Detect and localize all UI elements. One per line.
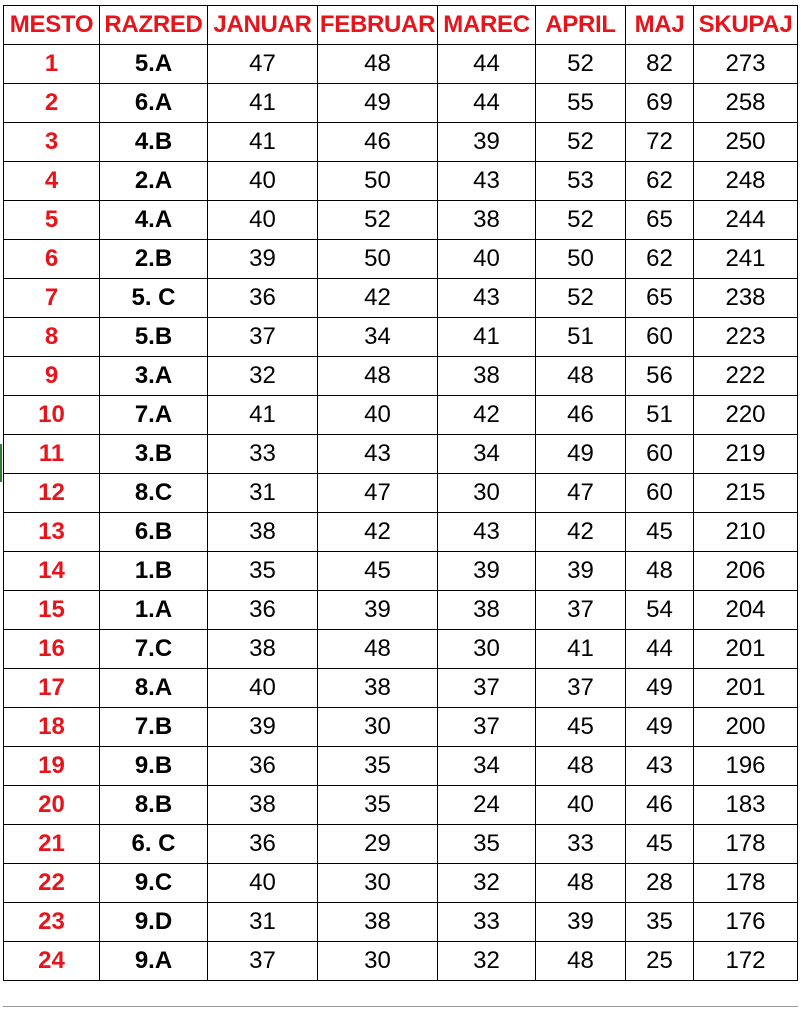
total-cell[interactable]: 201 (694, 669, 798, 708)
april-cell[interactable]: 40 (536, 786, 626, 825)
header-maj[interactable]: MAJ (626, 6, 694, 45)
february-cell[interactable]: 29 (318, 825, 438, 864)
may-cell[interactable]: 45 (626, 513, 694, 552)
table-row (4, 435, 798, 474)
january-cell[interactable]: 39 (208, 240, 318, 279)
february-cell[interactable]: 48 (318, 45, 438, 84)
class-cell[interactable]: 9.D (100, 903, 208, 942)
total-cell[interactable]: 248 (694, 162, 798, 201)
table-row (4, 708, 798, 747)
march-cell[interactable]: 37 (438, 708, 536, 747)
march-cell[interactable]: 30 (438, 630, 536, 669)
class-cell[interactable]: 8.A (100, 669, 208, 708)
april-cell[interactable]: 50 (536, 240, 626, 279)
table-row (4, 591, 798, 630)
class-cell[interactable]: 5.B (100, 318, 208, 357)
may-cell[interactable]: 48 (626, 552, 694, 591)
january-cell[interactable]: 37 (208, 942, 318, 981)
total-cell[interactable]: 176 (694, 903, 798, 942)
march-cell[interactable]: 33 (438, 903, 536, 942)
header-skupaj[interactable]: SKUPAJ (694, 6, 798, 45)
class-cell[interactable]: 3.B (100, 435, 208, 474)
january-cell[interactable]: 41 (208, 123, 318, 162)
class-cell[interactable]: 8.C (100, 474, 208, 513)
february-cell[interactable]: 50 (318, 240, 438, 279)
april-cell[interactable]: 49 (536, 435, 626, 474)
class-cell[interactable]: 7.C (100, 630, 208, 669)
total-cell[interactable]: 219 (694, 435, 798, 474)
march-cell[interactable]: 34 (438, 747, 536, 786)
class-cell[interactable]: 6.B (100, 513, 208, 552)
may-cell[interactable]: 35 (626, 903, 694, 942)
february-cell[interactable]: 48 (318, 357, 438, 396)
may-cell[interactable]: 62 (626, 162, 694, 201)
march-cell[interactable]: 42 (438, 396, 536, 435)
header-mesto[interactable]: MESTO (4, 6, 100, 45)
january-cell[interactable]: 40 (208, 162, 318, 201)
january-cell[interactable]: 31 (208, 903, 318, 942)
class-cell[interactable]: 1.A (100, 591, 208, 630)
total-cell[interactable]: 258 (694, 84, 798, 123)
may-cell[interactable]: 49 (626, 708, 694, 747)
april-cell[interactable]: 37 (536, 591, 626, 630)
may-cell[interactable]: 65 (626, 279, 694, 318)
january-cell[interactable]: 38 (208, 630, 318, 669)
ranking-table (3, 5, 798, 981)
total-cell[interactable]: 223 (694, 318, 798, 357)
total-cell[interactable]: 238 (694, 279, 798, 318)
rank-cell[interactable]: 8 (4, 318, 100, 357)
march-cell[interactable]: 38 (438, 201, 536, 240)
rank-cell[interactable]: 5 (4, 201, 100, 240)
april-cell[interactable]: 53 (536, 162, 626, 201)
table-row (4, 162, 798, 201)
january-cell[interactable]: 36 (208, 747, 318, 786)
rank-cell[interactable]: 13 (4, 513, 100, 552)
may-cell[interactable]: 49 (626, 669, 694, 708)
january-cell[interactable]: 36 (208, 825, 318, 864)
table-row (4, 864, 798, 903)
march-cell[interactable]: 34 (438, 435, 536, 474)
april-cell[interactable]: 41 (536, 630, 626, 669)
row-selection-marker (0, 444, 2, 482)
header-marec[interactable]: MAREC (438, 6, 536, 45)
class-cell[interactable]: 5.A (100, 45, 208, 84)
rank-cell[interactable]: 15 (4, 591, 100, 630)
april-cell[interactable]: 33 (536, 825, 626, 864)
table-row (4, 825, 798, 864)
january-cell[interactable]: 35 (208, 552, 318, 591)
class-cell[interactable]: 1.B (100, 552, 208, 591)
total-cell[interactable]: 220 (694, 396, 798, 435)
rank-cell[interactable]: 7 (4, 279, 100, 318)
class-cell[interactable]: 6. C (100, 825, 208, 864)
february-cell[interactable]: 34 (318, 318, 438, 357)
may-cell[interactable]: 54 (626, 591, 694, 630)
february-cell[interactable]: 48 (318, 630, 438, 669)
rank-cell[interactable]: 1 (4, 45, 100, 84)
rank-cell[interactable]: 14 (4, 552, 100, 591)
january-cell[interactable]: 31 (208, 474, 318, 513)
table-row (4, 240, 798, 279)
february-cell[interactable]: 45 (318, 552, 438, 591)
march-cell[interactable]: 30 (438, 474, 536, 513)
class-cell[interactable]: 4.B (100, 123, 208, 162)
april-cell[interactable]: 52 (536, 201, 626, 240)
february-cell[interactable]: 35 (318, 747, 438, 786)
total-cell[interactable]: 183 (694, 786, 798, 825)
total-cell[interactable]: 250 (694, 123, 798, 162)
february-cell[interactable]: 30 (318, 708, 438, 747)
table-row (4, 552, 798, 591)
rank-cell[interactable]: 22 (4, 864, 100, 903)
may-cell[interactable]: 60 (626, 318, 694, 357)
table-row (4, 669, 798, 708)
may-cell[interactable]: 46 (626, 786, 694, 825)
class-cell[interactable]: 9.B (100, 747, 208, 786)
class-cell[interactable]: 3.A (100, 357, 208, 396)
april-cell[interactable]: 46 (536, 396, 626, 435)
table-row (4, 513, 798, 552)
january-cell[interactable]: 32 (208, 357, 318, 396)
march-cell[interactable]: 43 (438, 513, 536, 552)
rank-cell[interactable]: 3 (4, 123, 100, 162)
total-cell[interactable]: 178 (694, 864, 798, 903)
february-cell[interactable]: 40 (318, 396, 438, 435)
class-cell[interactable]: 2.A (100, 162, 208, 201)
table-row (4, 123, 798, 162)
rank-cell[interactable]: 12 (4, 474, 100, 513)
january-cell[interactable]: 37 (208, 318, 318, 357)
april-cell[interactable]: 39 (536, 903, 626, 942)
february-cell[interactable]: 35 (318, 786, 438, 825)
january-cell[interactable]: 40 (208, 201, 318, 240)
march-cell[interactable]: 38 (438, 357, 536, 396)
april-cell[interactable]: 48 (536, 357, 626, 396)
class-cell[interactable]: 5. C (100, 279, 208, 318)
total-cell[interactable]: 206 (694, 552, 798, 591)
rank-cell[interactable]: 6 (4, 240, 100, 279)
total-cell[interactable]: 201 (694, 630, 798, 669)
total-cell[interactable]: 178 (694, 825, 798, 864)
table-row (4, 474, 798, 513)
total-cell[interactable]: 210 (694, 513, 798, 552)
rank-cell[interactable]: 4 (4, 162, 100, 201)
class-cell[interactable]: 9.C (100, 864, 208, 903)
total-cell[interactable]: 172 (694, 942, 798, 981)
january-cell[interactable]: 36 (208, 279, 318, 318)
january-cell[interactable]: 38 (208, 786, 318, 825)
table-row (4, 942, 798, 981)
table-row (4, 747, 798, 786)
february-cell[interactable]: 46 (318, 123, 438, 162)
may-cell[interactable]: 82 (626, 45, 694, 84)
february-cell[interactable]: 39 (318, 591, 438, 630)
january-cell[interactable]: 33 (208, 435, 318, 474)
total-cell[interactable]: 200 (694, 708, 798, 747)
april-cell[interactable]: 51 (536, 318, 626, 357)
february-cell[interactable]: 52 (318, 201, 438, 240)
april-cell[interactable]: 52 (536, 123, 626, 162)
may-cell[interactable]: 56 (626, 357, 694, 396)
class-cell[interactable]: 2.B (100, 240, 208, 279)
class-cell[interactable]: 7.B (100, 708, 208, 747)
april-cell[interactable]: 55 (536, 84, 626, 123)
class-cell[interactable]: 8.B (100, 786, 208, 825)
march-cell[interactable]: 41 (438, 318, 536, 357)
april-cell[interactable]: 37 (536, 669, 626, 708)
rank-cell[interactable]: 17 (4, 669, 100, 708)
header-razred[interactable]: RAZRED (100, 6, 208, 45)
may-cell[interactable]: 72 (626, 123, 694, 162)
rank-cell[interactable]: 16 (4, 630, 100, 669)
may-cell[interactable]: 44 (626, 630, 694, 669)
rank-cell[interactable]: 23 (4, 903, 100, 942)
march-cell[interactable]: 24 (438, 786, 536, 825)
may-cell[interactable]: 69 (626, 84, 694, 123)
february-cell[interactable]: 30 (318, 864, 438, 903)
total-cell[interactable]: 196 (694, 747, 798, 786)
table-row (4, 357, 798, 396)
march-cell[interactable]: 44 (438, 84, 536, 123)
header-februar[interactable]: FEBRUAR (318, 6, 438, 45)
header-row (4, 6, 798, 45)
total-cell[interactable]: 204 (694, 591, 798, 630)
march-cell[interactable]: 39 (438, 123, 536, 162)
table-row (4, 279, 798, 318)
january-cell[interactable]: 41 (208, 84, 318, 123)
april-cell[interactable]: 48 (536, 747, 626, 786)
february-cell[interactable]: 38 (318, 669, 438, 708)
february-cell[interactable]: 38 (318, 903, 438, 942)
rank-cell[interactable]: 2 (4, 84, 100, 123)
january-cell[interactable]: 40 (208, 864, 318, 903)
total-cell[interactable]: 215 (694, 474, 798, 513)
january-cell[interactable]: 47 (208, 45, 318, 84)
may-cell[interactable]: 60 (626, 474, 694, 513)
total-cell[interactable]: 222 (694, 357, 798, 396)
february-cell[interactable]: 49 (318, 84, 438, 123)
january-cell[interactable]: 41 (208, 396, 318, 435)
sheet-bottom-gridline (3, 1006, 798, 1007)
march-cell[interactable]: 43 (438, 279, 536, 318)
class-cell[interactable]: 9.A (100, 942, 208, 981)
class-cell[interactable]: 6.A (100, 84, 208, 123)
april-cell[interactable]: 45 (536, 708, 626, 747)
table-body (4, 45, 798, 981)
april-cell[interactable]: 42 (536, 513, 626, 552)
rank-cell[interactable]: 11 (4, 435, 100, 474)
rank-cell[interactable]: 21 (4, 825, 100, 864)
table-row (4, 45, 798, 84)
april-cell[interactable]: 48 (536, 864, 626, 903)
may-cell[interactable]: 28 (626, 864, 694, 903)
rank-cell[interactable]: 24 (4, 942, 100, 981)
march-cell[interactable]: 38 (438, 591, 536, 630)
april-cell[interactable]: 47 (536, 474, 626, 513)
class-cell[interactable]: 7.A (100, 396, 208, 435)
march-cell[interactable]: 44 (438, 45, 536, 84)
rank-cell[interactable]: 20 (4, 786, 100, 825)
march-cell[interactable]: 43 (438, 162, 536, 201)
march-cell[interactable]: 39 (438, 552, 536, 591)
table-row (4, 84, 798, 123)
table-row (4, 630, 798, 669)
april-cell[interactable]: 48 (536, 942, 626, 981)
header-april[interactable]: APRIL (536, 6, 626, 45)
march-cell[interactable]: 32 (438, 864, 536, 903)
february-cell[interactable]: 42 (318, 513, 438, 552)
may-cell[interactable]: 25 (626, 942, 694, 981)
march-cell[interactable]: 35 (438, 825, 536, 864)
may-cell[interactable]: 51 (626, 396, 694, 435)
rank-cell[interactable]: 9 (4, 357, 100, 396)
february-cell[interactable]: 50 (318, 162, 438, 201)
february-cell[interactable]: 43 (318, 435, 438, 474)
may-cell[interactable]: 60 (626, 435, 694, 474)
table-row (4, 396, 798, 435)
april-cell[interactable]: 39 (536, 552, 626, 591)
may-cell[interactable]: 45 (626, 825, 694, 864)
total-cell[interactable]: 244 (694, 201, 798, 240)
may-cell[interactable]: 62 (626, 240, 694, 279)
total-cell[interactable]: 273 (694, 45, 798, 84)
may-cell[interactable]: 43 (626, 747, 694, 786)
may-cell[interactable]: 65 (626, 201, 694, 240)
april-cell[interactable]: 52 (536, 279, 626, 318)
january-cell[interactable]: 36 (208, 591, 318, 630)
january-cell[interactable]: 40 (208, 669, 318, 708)
april-cell[interactable]: 52 (536, 45, 626, 84)
table-row (4, 201, 798, 240)
table-row (4, 903, 798, 942)
rank-cell[interactable]: 10 (4, 396, 100, 435)
rank-cell[interactable]: 18 (4, 708, 100, 747)
february-cell[interactable]: 30 (318, 942, 438, 981)
february-cell[interactable]: 42 (318, 279, 438, 318)
header-januar[interactable]: JANUAR (208, 6, 318, 45)
february-cell[interactable]: 47 (318, 474, 438, 513)
january-cell[interactable]: 39 (208, 708, 318, 747)
rank-cell[interactable]: 19 (4, 747, 100, 786)
total-cell[interactable]: 241 (694, 240, 798, 279)
class-cell[interactable]: 4.A (100, 201, 208, 240)
january-cell[interactable]: 38 (208, 513, 318, 552)
march-cell[interactable]: 37 (438, 669, 536, 708)
march-cell[interactable]: 32 (438, 942, 536, 981)
table-row (4, 318, 798, 357)
table-row (4, 786, 798, 825)
march-cell[interactable]: 40 (438, 240, 536, 279)
